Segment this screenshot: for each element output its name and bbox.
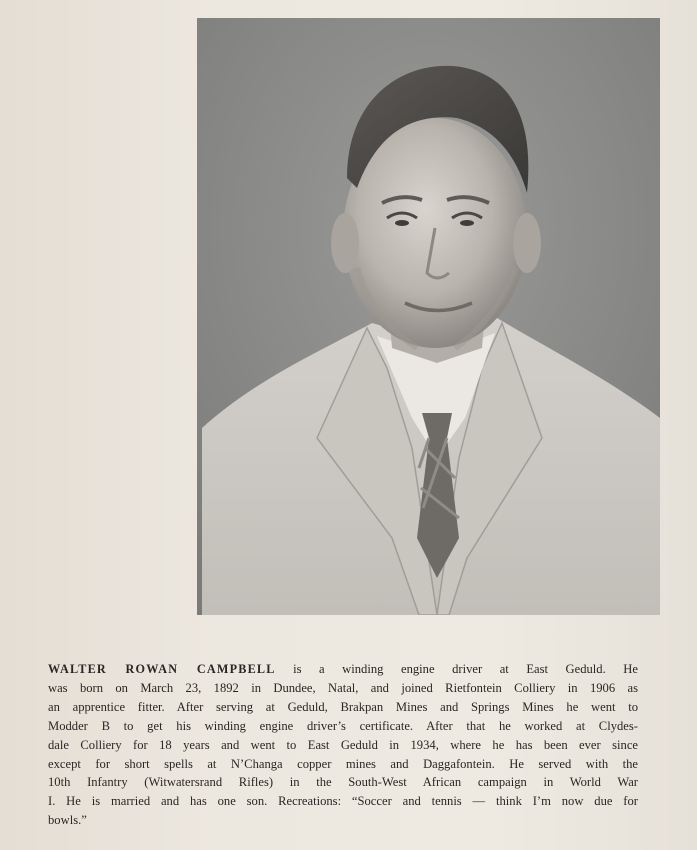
portrait-photo: [197, 18, 660, 615]
caption-line: an apprentice fitter. After serving at Geduld, Brakpan Mines and Springs Mines he went to: [48, 699, 638, 714]
caption-line: bowls.”: [48, 813, 87, 828]
caption-line: I. He is married and has one son. Recreations: “Soccer and tennis — think I’m now due for: [48, 794, 638, 809]
caption-name: WALTER ROWAN CAMPBELL: [48, 662, 276, 676]
caption-line: Modder B to get his winding engine driver’s certificate. After that he worked at Clydes-: [48, 718, 638, 733]
caption-line: dale Colliery for 18 years and went to East Geduld in 1934, where he has been ever since: [48, 737, 638, 752]
caption-line: was born on March 23, 1892 in Dundee, Natal, and joined Rietfontein Colliery in 1906 as: [48, 680, 638, 695]
caption-line: except for short spells at N’Changa copper mines and Daggafontein. He served with the: [48, 756, 638, 771]
caption-paragraph: [48, 660, 638, 830]
caption-line: [48, 660, 638, 679]
portrait-illustration: [197, 18, 660, 615]
caption-line: 10th Infantry (Witwatersrand Rifles) in the South-West African campaign in World War: [48, 775, 638, 790]
caption-text: is a winding engine driver at East Geduld. He: [275, 662, 638, 676]
